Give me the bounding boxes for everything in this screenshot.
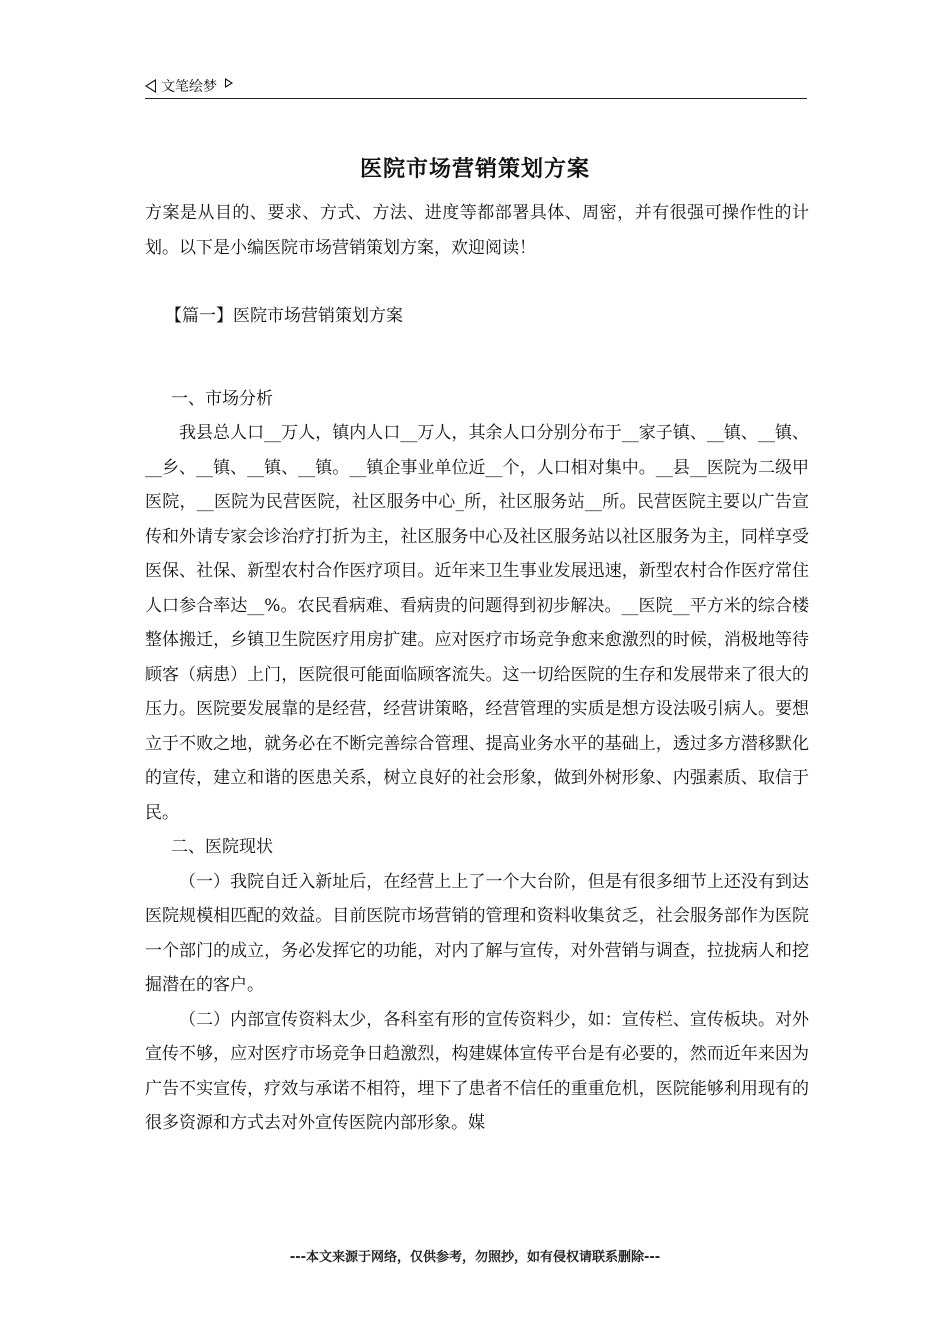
hospital-status-paragraph-1: （一）我院自迁入新址后，在经营上上了一个大台阶，但是有很多细节上还没有到达医院规模相匹配的效益。目前医院市场营销的管理和资料收集贫乏，社会服务部作为医院一个部门的成立，务必发挥它的功能，对内了解与宣传，对外营销与调查，拉拢病人和挖掘潜在的客户。 [145, 871, 809, 995]
hospital-status-paragraph-2: （二）内部宣传资料太少，各科室有形的宣传资料少，如：宣传栏、宣传板块。对外宣传不够，应对医疗市场竞争日趋激烈，构建媒体宣传平台是有必要的，然而近年来因为广告不实宣传，疗效与承诺不相符，埋下了患者不信任的重重危机，医院能够利用现有的很多资源和方式去对外宣传医院内部形象。媒 [145, 1009, 809, 1133]
section-heading-hospital-status: 二、医院现状 [171, 837, 273, 857]
chapter-heading: 【篇一】医院市场营销策划方案 [165, 306, 403, 326]
page-header [145, 74, 807, 99]
header-brand [145, 76, 233, 96]
section-heading-market-analysis: 一、市场分析 [171, 388, 273, 409]
header-brand-text: 文笔绘梦 [161, 79, 217, 95]
spacer [145, 368, 809, 382]
document-body [145, 196, 809, 1141]
triangle-left-icon [145, 79, 156, 93]
footer-notice: ---本文来源于网络，仅供参考，勿照抄，如有侵权请联系删除--- [289, 1250, 661, 1265]
triangle-right-icon [225, 78, 233, 88]
market-analysis-paragraph: 我县总人口__万人，镇内人口__万人，其余人口分别分布于__家子镇、__镇、__镇、__乡、__镇、__镇、__镇。__镇企事业单位近__个，人口相对集中。__县__医院为二级甲医院，__医院为民营医院，社区服务中心_所，社区服务站__所。民营医院主要以广告宣传和外请专家会诊治疗打折为主，社区服务中心及社区服务站以社区服务为主，同样享受医保、社保、新型农村合作医疗项目。近年来卫生事业发展迅速，新型农村合作医疗常住人口参合率达__%。农民看病难、看病贵的问题得到初步解决。__医院__平方米的综合楼整体搬迁，乡镇卫生院医疗用房扩建。应对医疗市场竞争愈来愈激烈的时候，消极地等待顾客（病患）上门，医院很可能面临顾客流失。这一切给医院的生存和发展带来了很大的压力。医院要发展靠的是经营，经营讲策略，经营管理的实质是想方设法吸引病人。要想立于不败之地，就务必在不断完善综合管理、提高业务水平的基础上，透过多方潜移默化的宣传，建立和谐的医患关系，树立良好的社会形象，做到外树形象、内强素质、取信于民。 [145, 423, 809, 823]
document-title: 医院市场营销策划方案 [359, 156, 590, 182]
intro-paragraph: 方案是从目的、要求、方式、方法、进度等都部署具体、周密，并有很强可操作性的计划。以下是小编医院市场营销策划方案，欢迎阅读！ [145, 203, 809, 258]
